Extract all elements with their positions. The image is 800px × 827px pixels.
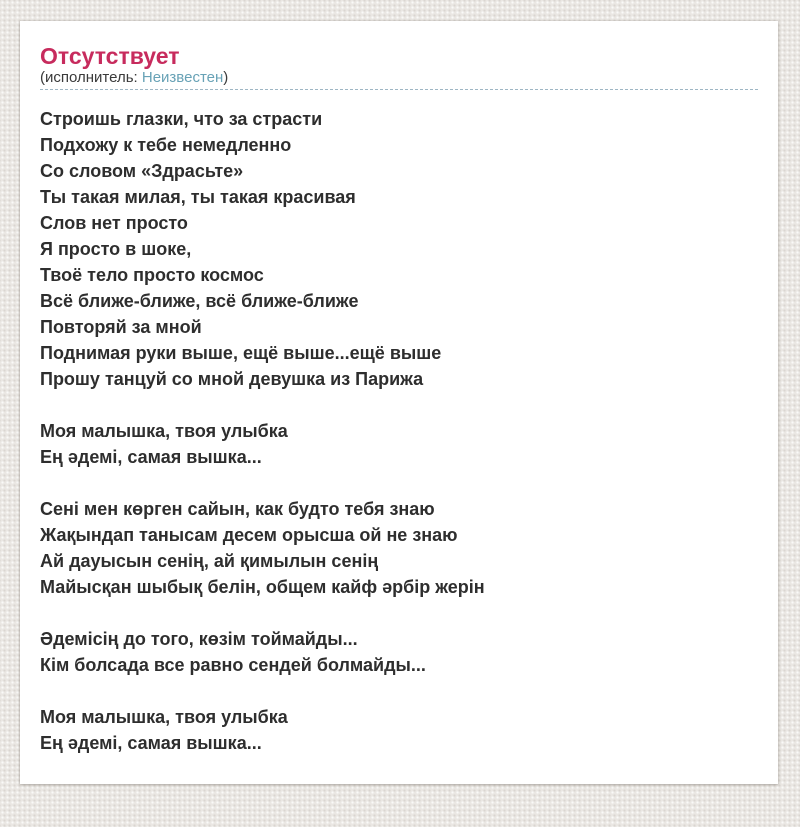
- lyric-line: Моя малышка, твоя улыбка: [40, 421, 288, 441]
- stanza: [40, 704, 758, 756]
- lyric-line: Прошу танцуй со мной девушка из Парижа: [40, 369, 424, 389]
- page-title: Отсутствует: [40, 43, 180, 69]
- lyric-line: Ең әдемі, самая вышка...: [40, 733, 262, 753]
- lyric-line: Әдемісің до того, көзім тоймайды...: [40, 629, 358, 649]
- content-card: [20, 21, 778, 784]
- page-background: [0, 21, 800, 827]
- artist-label-close: ): [223, 69, 229, 86]
- artist-link[interactable]: Неизвестен: [141, 69, 224, 86]
- stanza: [40, 418, 758, 470]
- stanza: [40, 626, 758, 678]
- stanza: [40, 106, 758, 392]
- artist-label-open: (исполнитель:: [40, 69, 142, 86]
- lyric-line: Строишь глазки, что за страсти: [40, 109, 323, 129]
- lyric-line: Твоё тело просто космос: [40, 265, 264, 285]
- lyric-line: Подхожу к тебе немедленно: [40, 135, 292, 155]
- lyric-line: Повторяй за мной: [40, 317, 202, 337]
- lyric-line: Ты такая милая, ты такая красивая: [40, 187, 356, 207]
- lyric-line: Жақындап танысам десем орысша ой не знаю: [40, 525, 458, 545]
- lyric-line: Со словом «Здрасьте»: [40, 161, 244, 181]
- lyric-line: Моя малышка, твоя улыбка: [40, 707, 288, 727]
- lyric-line: Ең әдемі, самая вышка...: [40, 447, 262, 467]
- lyric-line: Слов нет просто: [40, 213, 188, 233]
- lyric-line: Я просто в шоке,: [40, 239, 192, 259]
- lyric-line: Всё ближе-ближе, всё ближе-ближе: [40, 291, 359, 311]
- stanza: [40, 496, 758, 600]
- lyric-line: Ай дауысын сенің, ай қимылын сенің: [40, 551, 379, 571]
- lyric-line: Кім болсада все равно сендей болмайды...: [40, 655, 426, 675]
- lyrics-text: [40, 106, 758, 756]
- lyric-line: Поднимая руки выше, ещё выше...ещё выше: [40, 343, 442, 363]
- artist-line: [40, 69, 758, 90]
- lyric-line: Сені мен көрген сайын, как будто тебя знаю: [40, 499, 435, 519]
- lyric-line: Майысқан шыбық белін, общем кайф әрбір жерін: [40, 577, 485, 597]
